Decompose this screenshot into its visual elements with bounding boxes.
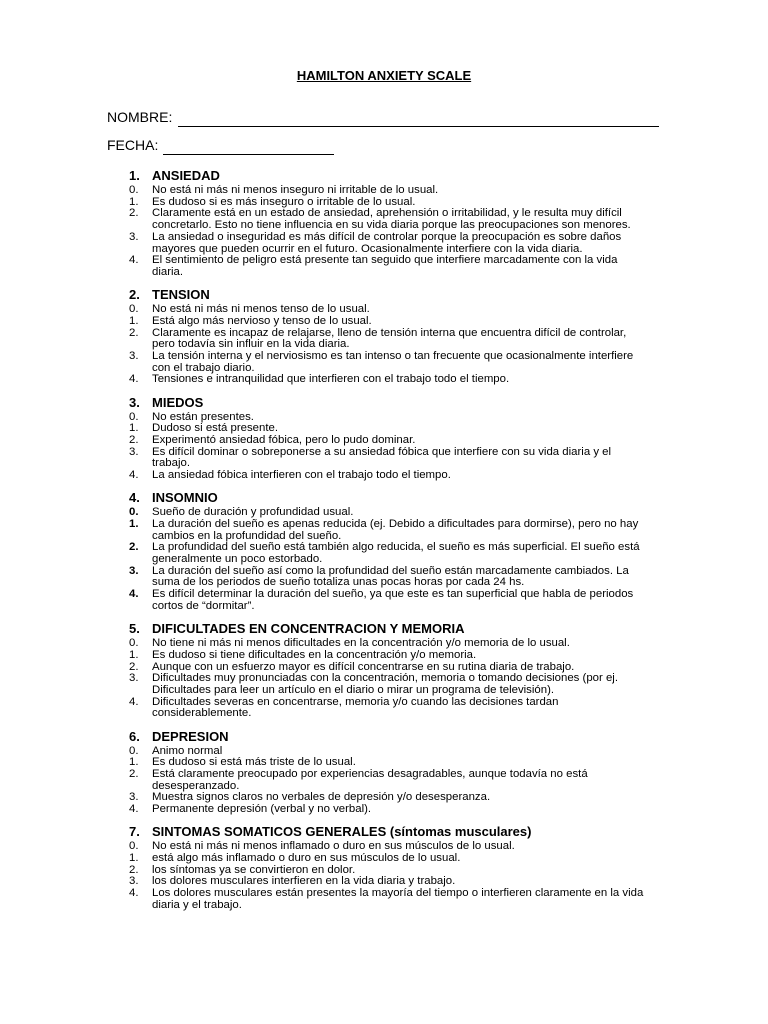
item-number: 0.: [129, 840, 139, 853]
list-item: [129, 566, 649, 589]
list-item: [129, 447, 649, 470]
item-text: Es dudoso si tiene dificultades en la concentración y/o memoria.: [152, 648, 477, 661]
item-number: 1.: [129, 851, 139, 864]
list-item: [129, 542, 649, 565]
section-title: SINTOMAS SOMATICOS GENERALES (síntomas musculares): [152, 824, 532, 840]
item-number: 0.: [129, 410, 139, 423]
item-number: 2.: [129, 660, 139, 673]
item-number: 2.: [129, 541, 139, 554]
list-item: [129, 673, 649, 696]
section-heading: [129, 729, 649, 744]
item-number: 0.: [129, 506, 139, 519]
item-number: 2.: [129, 326, 139, 339]
list-item: [129, 351, 649, 374]
section-tension: [129, 287, 649, 386]
item-text: El sentimiento de peligro está presente tan seguido que interfiere marcadamente con la vida diaria.: [152, 254, 618, 278]
item-number: 4.: [129, 803, 139, 816]
item-number: 2.: [129, 433, 139, 446]
section-heading: [129, 824, 649, 839]
section-title: ANSIEDAD: [152, 168, 220, 183]
item-text: Está claramente preocupado por experiencias desagradables, aunque todavía no está desesperanzado.: [152, 767, 588, 792]
item-text: La profundidad del sueño está también algo reducida, el sueño es más superficial. El sueño está generalmente un poco estorbado.: [152, 541, 640, 566]
item-number: 2.: [129, 207, 139, 220]
section-title: TENSION: [152, 287, 210, 303]
nombre-field: [107, 109, 173, 125]
item-text: Experimentó ansiedad fóbica, pero lo pudo dominar.: [152, 433, 416, 446]
item-number: 0.: [129, 303, 139, 316]
list-item: [129, 328, 649, 351]
item-number: 2.: [129, 863, 139, 876]
list-item: [129, 697, 649, 720]
item-text: Dudoso si está presente.: [152, 422, 279, 435]
list-item: [129, 804, 649, 816]
item-number: 0.: [129, 184, 139, 196]
item-number: 0.: [129, 637, 139, 650]
item-number: 1.: [129, 517, 139, 530]
item-number: 0.: [129, 744, 139, 757]
section-heading: [129, 621, 649, 636]
section-number: 7.: [129, 824, 140, 840]
item-number: 3.: [129, 672, 139, 685]
list-item: [129, 255, 649, 278]
list-item: [129, 769, 649, 792]
item-text: Es dudoso si es más inseguro o irritable de lo usual.: [152, 195, 416, 208]
item-number: 1.: [129, 648, 139, 661]
item-text: Es difícil determinar la duración del sueño, ya que este es tan superficial que habla de periodos cortos de “dormitar”.: [152, 588, 634, 612]
section-dificultades: [129, 621, 649, 720]
section-number: 3.: [129, 394, 140, 410]
list-item: [129, 232, 649, 255]
item-text: Muestra signos claros no verbales de depresión y/o desesperanza.: [152, 791, 491, 804]
document-title: HAMILTON ANXIETY SCALE: [296, 68, 472, 83]
section-number: 1.: [129, 168, 140, 183]
list-item: [129, 589, 649, 612]
item-number: 1.: [129, 756, 139, 769]
nombre-label: NOMBRE:: [107, 109, 173, 125]
item-number: 3.: [129, 349, 139, 362]
item-text: No está ni más ni menos tenso de lo usual.: [152, 303, 370, 316]
section-number: 2.: [129, 287, 140, 303]
section-number: 6.: [129, 728, 140, 744]
item-number: 4.: [129, 469, 139, 482]
item-number: 1.: [129, 422, 139, 435]
section-sintomas: [129, 824, 649, 911]
list-item: [129, 888, 649, 911]
item-number: 4.: [129, 588, 139, 601]
nombre-underline: [178, 126, 659, 127]
item-text: La tensión interna y el nerviosismo es tan intenso o tan frecuente que ocasionalmente interfiere con el trabajo diario.: [152, 349, 634, 374]
item-text: Animo normal: [152, 744, 223, 757]
section-heading: [129, 490, 649, 505]
item-number: 3.: [129, 875, 139, 888]
item-number: 3.: [129, 791, 139, 804]
fecha-underline: [163, 154, 334, 155]
item-text: Permanente depresión (verbal y no verbal).: [152, 803, 372, 816]
section-title: MIEDOS: [152, 394, 204, 410]
section-insomnio: [129, 490, 649, 612]
item-number: 1.: [129, 314, 139, 327]
section-depresion: [129, 729, 649, 816]
item-number: 3.: [129, 445, 139, 458]
section-number: 5.: [129, 621, 140, 637]
item-text: está algo más inflamado o duro en sus músculos de lo usual.: [152, 851, 461, 864]
section-heading: [129, 168, 649, 183]
item-text: No está ni más ni menos inseguro ni irritable de lo usual.: [152, 184, 439, 196]
item-text: No están presentes.: [152, 410, 254, 423]
item-text: No tiene ni más ni menos dificultades en la concentración y/o memoria de lo usual.: [152, 637, 570, 650]
item-text: Es difícil dominar o sobreponerse a su ansiedad fóbica que interfiere con su vida diaria y el trabajo.: [152, 445, 612, 470]
fecha-label: FECHA:: [107, 137, 159, 153]
item-text: No está ni más ni menos inflamado o duro en sus músculos de lo usual.: [152, 840, 515, 853]
item-number: 1.: [129, 195, 139, 208]
item-text: Es dudoso si está más triste de lo usual.: [152, 756, 356, 769]
item-number: 3.: [129, 564, 139, 577]
item-text: Claramente está en un estado de ansiedad, aprehensión o irritabilidad, y le resulta muy difícil concretarlo. Esto no tiene influencia en su vida diaria porque las preocupaciones son menores.: [152, 207, 631, 232]
section-miedos: [129, 395, 649, 482]
item-text: Aunque con un esfuerzo mayor es difícil concentrarse en su rutina diaria de trabajo.: [152, 660, 575, 673]
section-title: INSOMNIO: [152, 490, 218, 506]
item-text: Sueño de duración y profundidad usual.: [152, 506, 354, 519]
list-item: [129, 470, 649, 482]
item-text: La ansiedad fóbica interfieren con el trabajo todo el tiempo.: [152, 469, 451, 482]
item-number: 4.: [129, 887, 139, 900]
item-text: Los dolores musculares están presentes la mayoría del tiempo o interfieren claramente en la vida diaria y el trabajo.: [152, 887, 644, 911]
item-text: Tensiones e intranquilidad que interfieren con el trabajo todo el tiempo.: [152, 373, 510, 386]
item-number: 2.: [129, 767, 139, 780]
item-number: 4.: [129, 373, 139, 386]
section-number: 4.: [129, 490, 140, 506]
section-heading: [129, 395, 649, 410]
item-text: Está algo más nervioso y tenso de lo usual.: [152, 314, 372, 327]
list-item: [129, 374, 649, 386]
item-text: La duración del sueño es apenas reducida (ej. Debido a dificultades para dormirse), pero no hay cambios en la profundidad del sueño.: [152, 517, 639, 542]
fecha-field: [107, 137, 159, 153]
list-item: [129, 519, 649, 542]
item-number: 4.: [129, 254, 139, 267]
section-title: DIFICULTADES EN CONCENTRACION Y MEMORIA: [152, 621, 465, 637]
item-number: 4.: [129, 695, 139, 708]
scale-sections: [129, 168, 649, 920]
item-text: los síntomas ya se convirtieron en dolor.: [152, 863, 356, 876]
section-title: DEPRESION: [152, 728, 229, 744]
item-text: Dificultades severas en concentrarse, memoria y/o cuando las decisiones tardan considerablemente.: [152, 695, 559, 720]
list-item: [129, 208, 649, 231]
section-ansiedad: [129, 168, 649, 279]
item-number: 3.: [129, 230, 139, 243]
item-text: los dolores musculares interfieren en la vida diaria y trabajo.: [152, 875, 456, 888]
item-text: La duración del sueño así como la profundidad del sueño están marcadamente cambiados. La suma de los periodos de sueño totaliza unas pocas horas por cada 24 hs.: [152, 564, 629, 589]
item-text: La ansiedad o inseguridad es más difícil de controlar porque la preocupación es sobre daños mayores que pueden ocurrir en el futuro. Ocasionalmente interfiere con la vida diaria.: [152, 230, 622, 255]
item-text: Dificultades muy pronunciadas con la concentración, memoria o tomando decisiones (por ej. Dificultades para leer un artículo en el diario o mirar un programa de televisión).: [152, 672, 618, 696]
item-text: Claramente es incapaz de relajarse, lleno de tensión interna que encuentra difícil de controlar, pero todavía sin influir en la vida diaria.: [152, 326, 627, 351]
section-heading: [129, 287, 649, 302]
